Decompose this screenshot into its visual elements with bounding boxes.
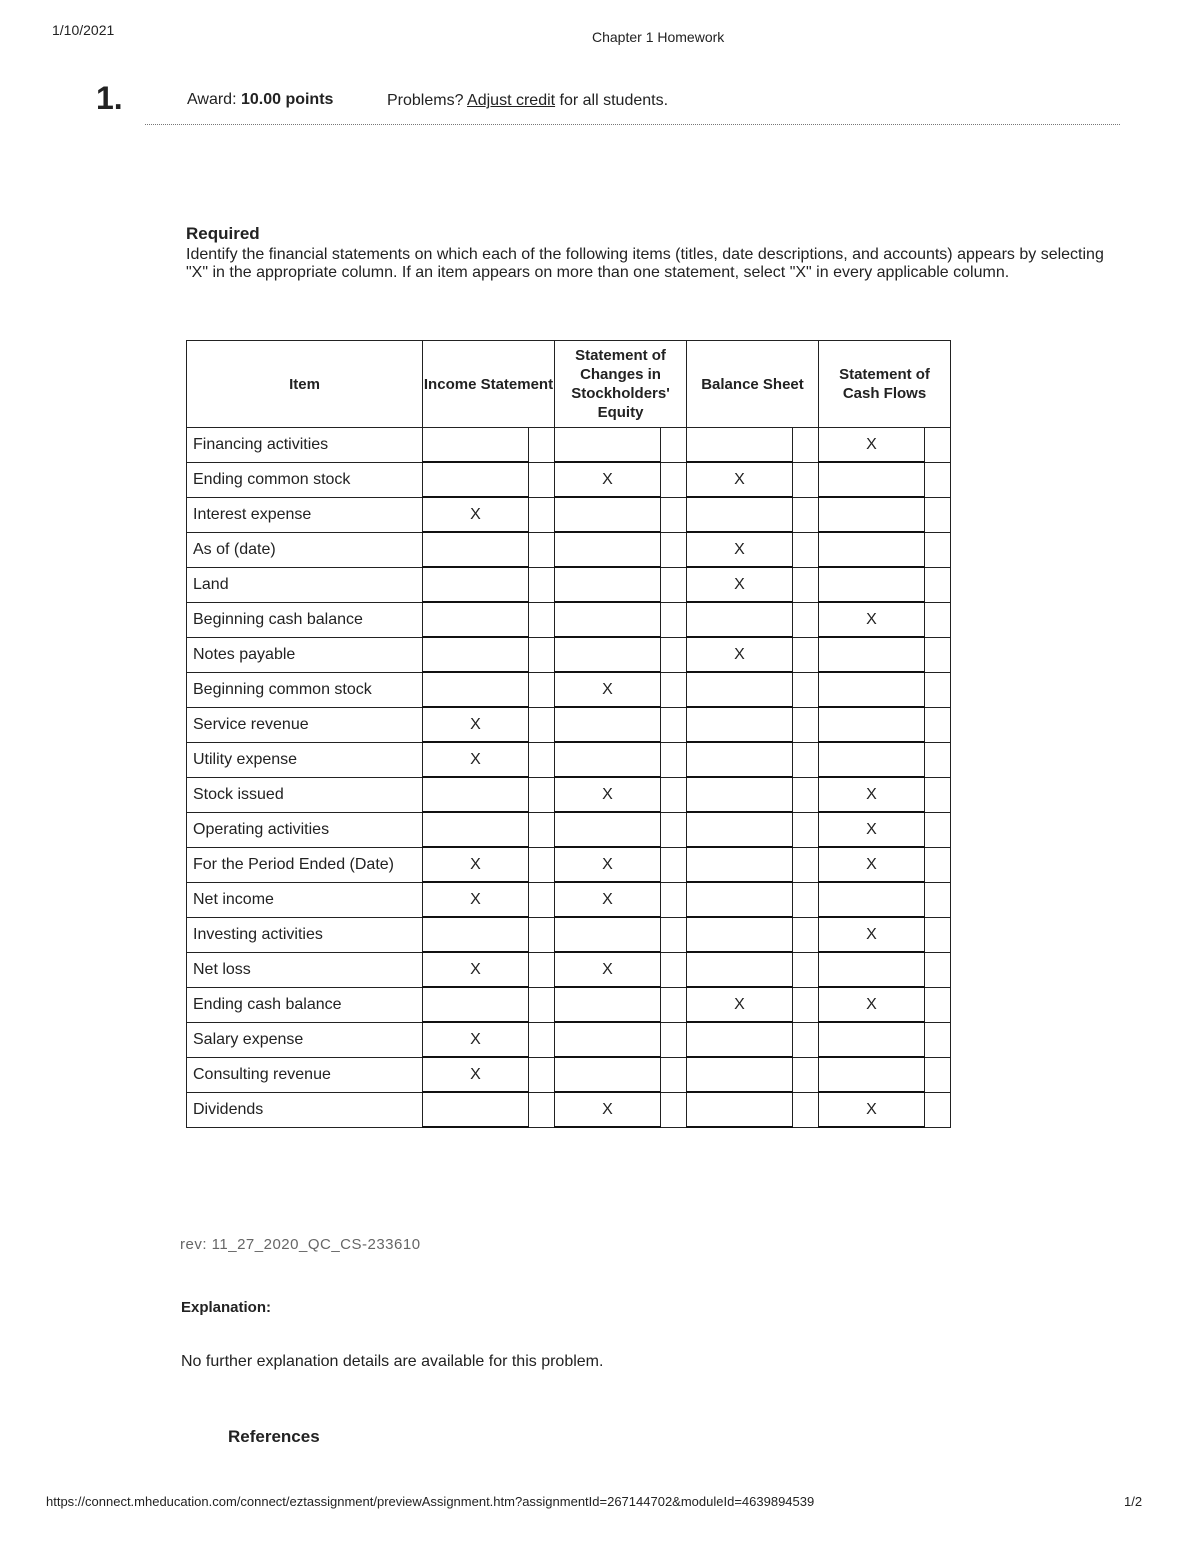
dropdown-arrow-cell[interactable] [529,497,555,532]
dropdown-arrow-cell[interactable] [661,497,687,532]
mark-select[interactable] [819,952,925,987]
mark-select[interactable] [423,462,529,497]
dropdown-arrow-cell[interactable] [793,952,819,987]
explanation-heading: Explanation: [181,1299,272,1316]
question-number: 1. [96,80,123,116]
mark-select[interactable] [555,428,661,463]
dropdown-arrow-cell[interactable] [529,847,555,882]
explanation-text: No further explanation details are available for this problem. [181,1353,604,1370]
table-header-row [187,341,951,428]
dropdown-arrow-cell[interactable] [925,812,951,847]
dropdown-arrow-cell[interactable] [661,602,687,637]
mark-select[interactable] [819,567,925,602]
dropdown-arrow-cell[interactable] [661,672,687,707]
item-label: Service revenue [187,707,423,742]
table-row [187,812,951,847]
item-label: Salary expense [187,1022,423,1057]
dropdown-arrow-cell[interactable] [793,987,819,1022]
table-row [187,882,951,917]
dropdown-arrow-cell[interactable] [925,707,951,742]
mark-select[interactable] [555,742,661,777]
dropdown-arrow-cell[interactable] [925,1092,951,1127]
mark-select[interactable] [819,1057,925,1092]
item-label: Interest expense [187,497,423,532]
table-row [187,532,951,567]
item-label: Land [187,567,423,602]
dropdown-arrow-cell[interactable] [529,637,555,672]
mark-select[interactable] [819,532,925,567]
dropdown-arrow-cell[interactable] [529,777,555,812]
dropdown-arrow-cell[interactable] [925,497,951,532]
table-row [187,777,951,812]
dropdown-arrow-cell[interactable] [661,777,687,812]
header-balance-sheet: Balance Sheet [687,341,819,428]
table-body [187,428,951,1128]
mark-select[interactable] [423,987,529,1022]
item-label: Consulting revenue [187,1057,423,1092]
dropdown-arrow-cell[interactable] [661,428,687,463]
dropdown-arrow-cell[interactable] [661,987,687,1022]
mark-select[interactable] [423,602,529,637]
mark-select[interactable]: X [819,777,925,812]
dropdown-arrow-cell[interactable] [661,812,687,847]
mark-select[interactable] [555,567,661,602]
mark-select[interactable]: X [819,987,925,1022]
mark-select[interactable] [687,707,793,742]
mark-select[interactable]: X [423,847,529,882]
item-label: Utility expense [187,742,423,777]
dropdown-arrow-cell[interactable] [529,532,555,567]
dropdown-arrow-cell[interactable] [529,742,555,777]
award-points: 10.00 points [240,91,334,108]
mark-select[interactable] [555,602,661,637]
table-row [187,567,951,602]
dropdown-arrow-cell[interactable] [793,637,819,672]
dropdown-arrow-cell[interactable] [529,1092,555,1127]
item-label: Ending cash balance [187,987,423,1022]
mark-select[interactable] [555,812,661,847]
header-cash-flows: Statement of Cash Flows [819,341,951,428]
mark-select[interactable]: X [687,987,793,1022]
mark-select[interactable] [687,847,793,882]
dropdown-arrow-cell[interactable] [793,672,819,707]
mark-select[interactable] [555,637,661,672]
mark-select[interactable] [687,672,793,707]
table-row [187,462,951,497]
dropdown-arrow-cell[interactable] [925,882,951,917]
dropdown-arrow-cell[interactable] [529,672,555,707]
mark-select[interactable] [819,1022,925,1057]
dropdown-arrow-cell[interactable] [529,602,555,637]
dropdown-arrow-cell[interactable] [529,707,555,742]
page-title: Chapter 1 Homework [592,29,725,45]
dropdown-arrow-cell[interactable] [529,952,555,987]
dropdown-arrow-cell[interactable] [661,1092,687,1127]
dropdown-arrow-cell[interactable] [925,952,951,987]
mark-select[interactable] [687,497,793,532]
mark-select[interactable] [819,497,925,532]
mark-select[interactable] [555,987,661,1022]
dropdown-arrow-cell[interactable] [925,567,951,602]
dropdown-arrow-cell[interactable] [661,917,687,952]
dropdown-arrow-cell[interactable] [793,882,819,917]
dropdown-arrow-cell[interactable] [529,567,555,602]
dropdown-arrow-cell[interactable] [661,637,687,672]
mark-select[interactable] [555,532,661,567]
print-date: 1/10/2021 [52,22,115,38]
dropdown-arrow-cell[interactable] [529,987,555,1022]
mark-select[interactable] [423,672,529,707]
item-label: Stock issued [187,777,423,812]
dropdown-arrow-cell[interactable] [925,532,951,567]
mark-select[interactable] [687,1022,793,1057]
dropdown-arrow-cell[interactable] [529,1057,555,1092]
mark-select[interactable] [687,882,793,917]
mark-select[interactable] [423,637,529,672]
mark-select[interactable]: X [687,462,793,497]
mark-select[interactable]: X [555,1092,661,1127]
mark-select[interactable] [819,742,925,777]
mark-select[interactable]: X [423,707,529,742]
mark-select[interactable]: X [555,882,661,917]
mark-select[interactable]: X [819,602,925,637]
dropdown-arrow-cell[interactable] [793,1057,819,1092]
mark-select[interactable] [423,532,529,567]
mark-select[interactable] [423,1092,529,1127]
item-label: Beginning cash balance [187,602,423,637]
dropdown-arrow-cell[interactable] [661,1022,687,1057]
mark-select[interactable] [687,428,793,463]
item-label: Ending common stock [187,462,423,497]
table-row [187,1092,951,1127]
mark-select[interactable] [423,777,529,812]
item-label: Net loss [187,952,423,987]
item-label: Dividends [187,1092,423,1127]
statements-table [186,340,951,1128]
dropdown-arrow-cell[interactable] [529,1022,555,1057]
mark-select[interactable] [819,672,925,707]
mark-select[interactable]: X [423,1057,529,1092]
dropdown-arrow-cell[interactable] [925,917,951,952]
item-label: Notes payable [187,637,423,672]
table-row [187,1022,951,1057]
item-label: Financing activities [187,428,423,463]
mark-select[interactable] [423,428,529,463]
mark-select[interactable]: X [687,637,793,672]
dropdown-arrow-cell[interactable] [793,777,819,812]
mark-select[interactable]: X [423,497,529,532]
dropdown-arrow-cell[interactable] [793,462,819,497]
award-prefix: Award: [187,91,241,108]
mark-select[interactable] [687,812,793,847]
dropdown-arrow-cell[interactable] [925,428,951,463]
mark-select[interactable] [819,637,925,672]
mark-select[interactable] [687,742,793,777]
dropdown-arrow-cell[interactable] [793,812,819,847]
dropdown-arrow-cell[interactable] [661,707,687,742]
dropdown-arrow-cell[interactable] [793,847,819,882]
item-label: Operating activities [187,812,423,847]
page-number: 1/2 [1124,1494,1143,1509]
mark-select[interactable]: X [423,1022,529,1057]
required-heading: Required [186,224,260,243]
references-button[interactable]: References [228,1427,320,1446]
dropdown-arrow-cell[interactable] [661,532,687,567]
dropdown-arrow-cell[interactable] [793,1092,819,1127]
table-row [187,952,951,987]
mark-select[interactable] [687,602,793,637]
problems-suffix: for all students. [555,92,669,109]
dropdown-arrow-cell[interactable] [925,602,951,637]
dropdown-arrow-cell[interactable] [793,1022,819,1057]
mark-select[interactable] [555,1057,661,1092]
mark-select[interactable]: X [555,777,661,812]
dropdown-arrow-cell[interactable] [793,742,819,777]
dropdown-arrow-cell[interactable] [793,602,819,637]
dropdown-arrow-cell[interactable] [793,532,819,567]
dropdown-arrow-cell[interactable] [529,917,555,952]
table-row [187,672,951,707]
table-row [187,707,951,742]
mark-select[interactable]: X [819,917,925,952]
mark-select[interactable]: X [423,742,529,777]
mark-select[interactable]: X [423,882,529,917]
mark-select[interactable]: X [423,952,529,987]
dropdown-arrow-cell[interactable] [925,462,951,497]
mark-select[interactable] [555,1022,661,1057]
dropdown-arrow-cell[interactable] [661,742,687,777]
table-row [187,987,951,1022]
mark-select[interactable]: X [819,812,925,847]
dropdown-arrow-cell[interactable] [925,777,951,812]
mark-select[interactable]: X [687,567,793,602]
dropdown-arrow-cell[interactable] [529,428,555,463]
adjust-credit-link[interactable]: Adjust credit [467,92,556,109]
header-stockholders-equity: Statement of Changes in Stockholders' Equity [555,341,687,428]
dropdown-arrow-cell[interactable] [529,462,555,497]
dropdown-arrow-cell[interactable] [793,567,819,602]
dropdown-arrow-cell[interactable] [793,917,819,952]
mark-select[interactable] [423,917,529,952]
problems-prefix: Problems? [387,92,468,109]
dropdown-arrow-cell[interactable] [925,1057,951,1092]
table-row [187,847,951,882]
dropdown-arrow-cell[interactable] [793,428,819,463]
mark-select[interactable] [687,952,793,987]
mark-select[interactable] [687,1057,793,1092]
dropdown-arrow-cell[interactable] [661,462,687,497]
table-row [187,742,951,777]
header-income-statement: Income Statement [423,341,555,428]
revision-code: rev: 11_27_2020_QC_CS-233610 [180,1236,421,1253]
table-row [187,637,951,672]
dropdown-arrow-cell[interactable] [925,637,951,672]
item-label: Investing activities [187,917,423,952]
mark-select[interactable]: X [555,847,661,882]
mark-select[interactable] [687,917,793,952]
mark-select[interactable]: X [555,462,661,497]
mark-select[interactable]: X [819,847,925,882]
award-line [187,91,333,109]
dropdown-arrow-cell[interactable] [661,847,687,882]
dropdown-arrow-cell[interactable] [925,1022,951,1057]
dropdown-arrow-cell[interactable] [925,742,951,777]
table-row [187,1057,951,1092]
mark-select[interactable] [819,462,925,497]
table-row [187,602,951,637]
mark-select[interactable]: X [819,1092,925,1127]
mark-select[interactable] [687,777,793,812]
footer-url: https://connect.mheducation.com/connect/eztassignment/previewAssignment.htm?assignmentId=267144702&moduleId=4639894539 [46,1494,815,1509]
mark-select[interactable]: X [555,672,661,707]
mark-select[interactable] [423,567,529,602]
dropdown-arrow-cell[interactable] [529,882,555,917]
mark-select[interactable] [555,707,661,742]
dropdown-arrow-cell[interactable] [661,567,687,602]
mark-select[interactable] [819,707,925,742]
mark-select[interactable]: X [687,532,793,567]
mark-select[interactable] [819,882,925,917]
dropdown-arrow-cell[interactable] [925,987,951,1022]
header-item: Item [187,341,423,428]
dropdown-arrow-cell[interactable] [661,1057,687,1092]
dropdown-arrow-cell[interactable] [925,672,951,707]
mark-select[interactable] [555,497,661,532]
divider [145,124,1120,125]
item-label: Net income [187,882,423,917]
dropdown-arrow-cell[interactable] [793,497,819,532]
item-label: As of (date) [187,532,423,567]
mark-select[interactable] [687,1092,793,1127]
mark-select[interactable] [555,917,661,952]
table-row [187,917,951,952]
dropdown-arrow-cell[interactable] [529,812,555,847]
mark-select[interactable]: X [819,428,925,463]
item-label: For the Period Ended (Date) [187,847,423,882]
table-row [187,428,951,463]
mark-select[interactable]: X [555,952,661,987]
mark-select[interactable] [423,812,529,847]
dropdown-arrow-cell[interactable] [925,847,951,882]
required-instructions: Identify the financial statements on which each of the following items (titles, date descriptions, and accounts) appears by selecting "X" in the appropriate column. If an item appears on more than one statement, select "X" in every applicable column. [186,246,1104,281]
dropdown-arrow-cell[interactable] [661,952,687,987]
table-row [187,497,951,532]
item-label: Beginning common stock [187,672,423,707]
problems-line [387,92,668,110]
dropdown-arrow-cell[interactable] [793,707,819,742]
dropdown-arrow-cell[interactable] [661,882,687,917]
